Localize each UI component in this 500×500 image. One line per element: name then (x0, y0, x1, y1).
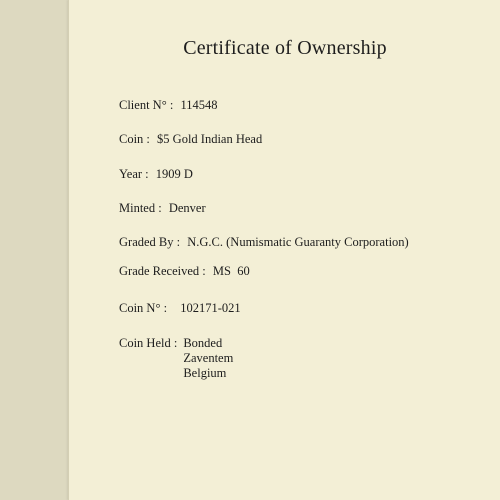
coin-label: Coin : (119, 132, 150, 146)
grade-received-row (119, 264, 250, 279)
certificate-title: Certificate of Ownership (183, 37, 387, 59)
minted-label: Minted : (119, 201, 162, 215)
coin-held-label: Coin Held : (119, 336, 178, 350)
coin-held-line: Zaventem (183, 351, 234, 365)
year-row (119, 167, 193, 182)
coin-number-value: 102171-021 (180, 301, 241, 315)
year-value: 1909 D (155, 167, 193, 181)
minted-value: Denver (168, 201, 206, 215)
minted-row (119, 201, 206, 216)
coin-number-row (119, 301, 241, 316)
certificate-page (68, 0, 500, 500)
client-number-row (119, 98, 217, 113)
graded-by-label: Graded By : (119, 235, 181, 249)
coin-value: $5 Gold Indian Head (157, 132, 263, 146)
coin-held-line: Bonded (183, 336, 223, 350)
client-number-value: 114548 (180, 98, 218, 112)
coin-held-row (119, 336, 233, 381)
grade-received-value: MS 60 (212, 264, 250, 278)
year-label: Year : (119, 167, 149, 181)
grade-received-label: Grade Received : (119, 264, 206, 278)
coin-row (119, 132, 262, 147)
coin-number-label: Coin N° : (119, 301, 168, 315)
graded-by-row (119, 235, 409, 250)
coin-held-line: Belgium (183, 366, 227, 380)
graded-by-value: N.G.C. (Numismatic Guaranty Corporation) (187, 235, 409, 249)
client-number-label: Client N° : (119, 98, 174, 112)
coin-held-location (183, 336, 233, 381)
